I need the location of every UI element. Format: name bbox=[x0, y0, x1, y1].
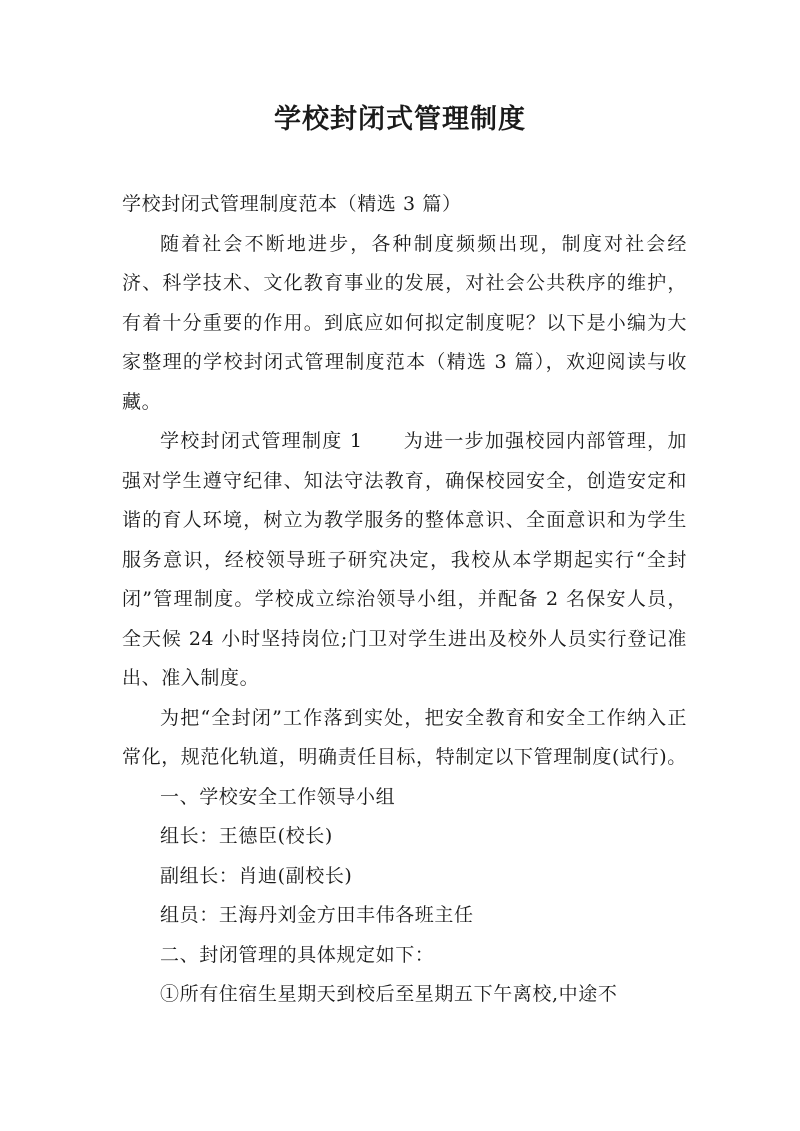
paragraph-intro: 随着社会不断地进步，各种制度频频出现，制度对社会经济、科学技术、文化教育事业的发展，对社会公共秩序的维护，有着十分重要的作用。到底应如何拟定制度呢？以下是小编为大家整理的学校封闭式管理制度范本（精选 3 篇），欢迎阅读与收藏。 bbox=[122, 232, 687, 413]
paragraph-members: 组员：王海丹刘金方田丰伟各班主任 bbox=[160, 904, 474, 926]
section-heading-leadership: 一、学校安全工作领导小组 bbox=[160, 785, 396, 808]
paragraph-purpose: 为把“全封闭”工作落到实处，把安全教育和安全工作纳入正常化，规范化轨道，明确责任目标，特制定以下管理制度(试行)。 bbox=[122, 706, 687, 768]
paragraph-rule-1: ①所有住宿生星期天到校后至星期五下午离校,中途不 bbox=[160, 983, 618, 1005]
section-heading-rules: 二、封闭管理的具体规定如下： bbox=[160, 943, 435, 966]
paragraph-deputy-leader: 副组长：肖迪(副校长) bbox=[160, 864, 353, 887]
paragraph-system-1: 学校封闭式管理制度 1 为进一步加强校园内部管理，加强对学生遵守纪律、知法守法教育，确保校园安全，创造安定和谐的育人环境，树立为教学服务的整体意识、全面意识和为学生服务意识，经校领导班子研究决定，我校从本学期起实行“全封闭”管理制度。学校成立综治领导小组，并配备 2 名保安人员，全天候 24 小时坚持岗位;门卫对学生进出及校外人员实行登记准出、准入制度。 bbox=[122, 430, 687, 689]
paragraph-leader: 组长：王德臣(校长) bbox=[160, 825, 333, 847]
document-title: 学校封闭式管理制度 bbox=[274, 104, 526, 135]
document-subtitle: 学校封闭式管理制度范本（精选 3 篇） bbox=[122, 193, 462, 215]
document-body bbox=[122, 185, 687, 1015]
